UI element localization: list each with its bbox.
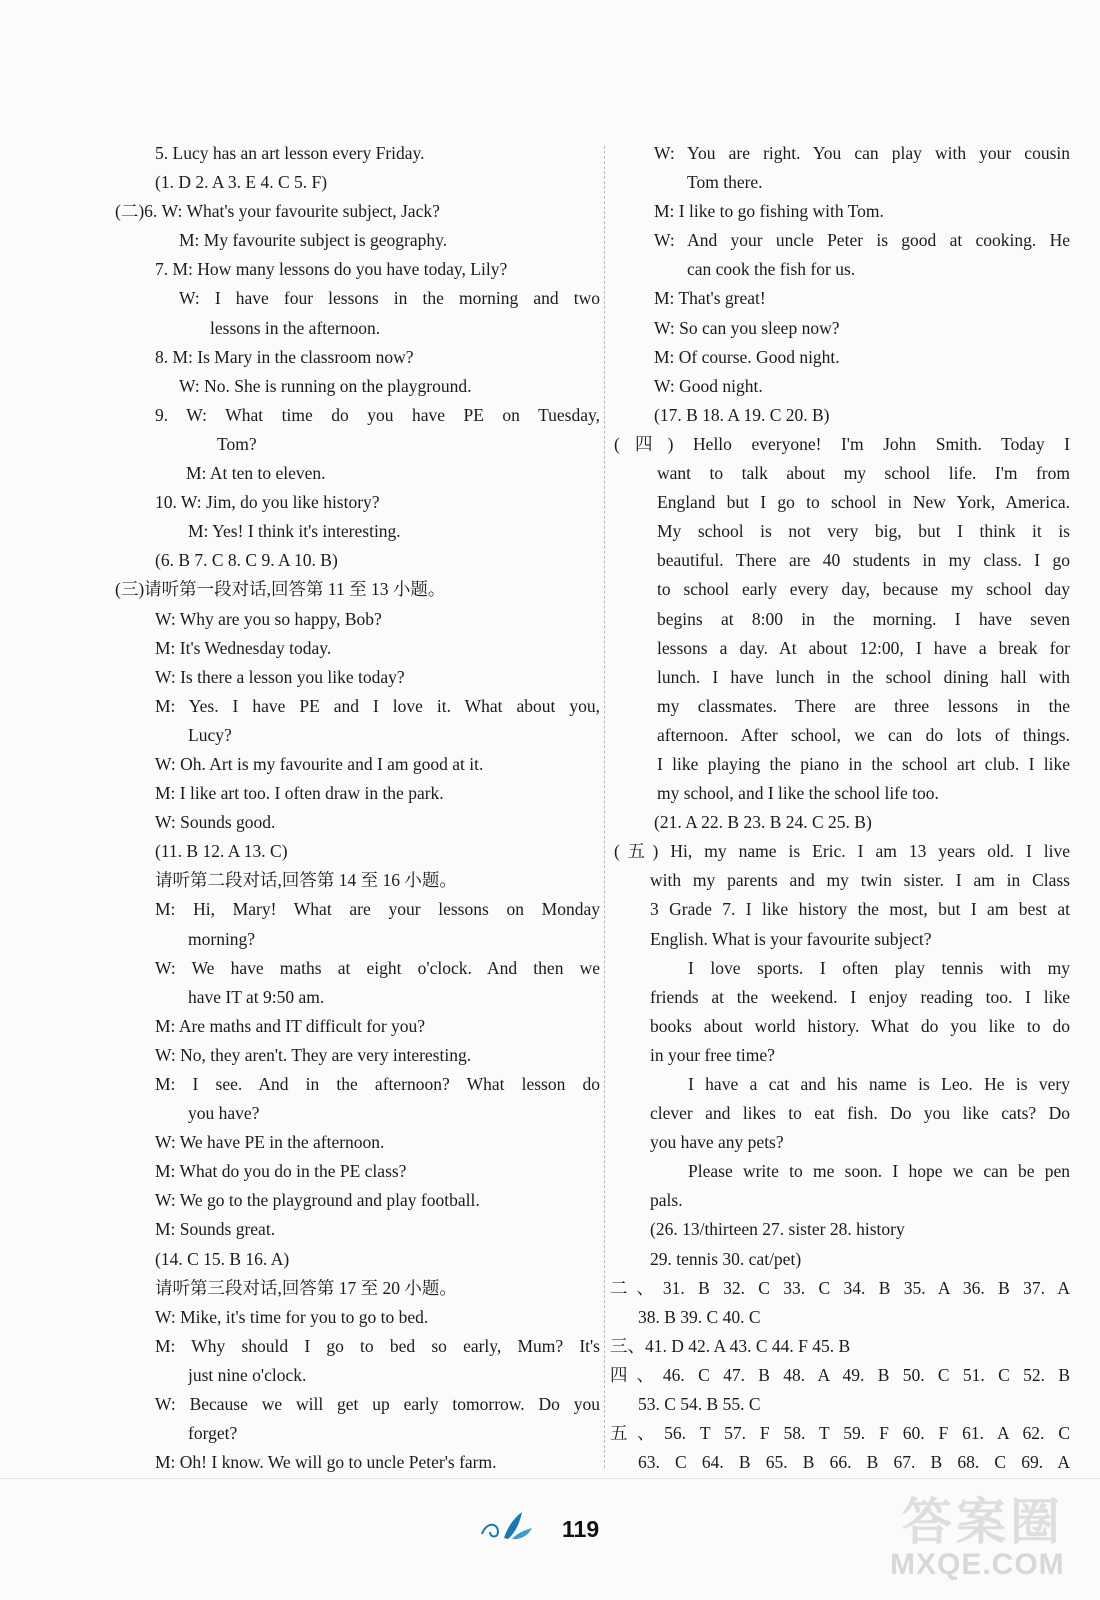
text-line: 8. M: Is Mary in the classroom now? xyxy=(155,346,414,367)
left-column xyxy=(115,139,600,1477)
text-line: begins at 8:00 in the morning. I have seven xyxy=(657,608,1070,629)
text-line: 二、31. B 32. C 33. C 34. B 35. A 36. B 37. A xyxy=(610,1277,1070,1298)
text-line: have IT at 9:50 am. xyxy=(188,986,325,1007)
text-line: (三)请听第一段对话,回答第 11 至 13 小题。 xyxy=(115,579,446,600)
right-column xyxy=(610,139,1070,1477)
text-line: afternoon. After school, we can do lots of things. xyxy=(657,724,1070,745)
text-line: 请听第二段对话,回答第 14 至 16 小题。 xyxy=(155,870,457,891)
watermark-url-text: MXQE.COM xyxy=(890,1548,1065,1581)
text-line: W: I have four lessons in the morning and two xyxy=(179,288,600,309)
text-line: you have any pets? xyxy=(650,1132,784,1153)
text-line: M: Yes. I have PE and I love it. What about you, xyxy=(155,695,600,716)
text-line: W: We go to the playground and play football. xyxy=(155,1190,480,1211)
text-line: can cook the fish for us. xyxy=(687,259,856,280)
text-line: lessons in the afternoon. xyxy=(210,317,381,338)
text-line: W: You are right. You can play with your cousin xyxy=(654,143,1070,163)
text-line: lessons a day. At about 12:00, I have a break for xyxy=(657,637,1070,658)
text-line: (6. B 7. C 8. C 9. A 10. B) xyxy=(155,550,338,571)
text-line: 9. W: What time do you have PE on Tuesday, xyxy=(155,404,600,425)
text-line: my classmates. There are three lessons in the xyxy=(657,695,1070,716)
text-line: M: Oh! I know. We will go to uncle Peter's farm. xyxy=(155,1452,497,1473)
text-line: clever and likes to eat fish. Do you like cats? Do xyxy=(650,1103,1070,1124)
text-line: W: Oh. Art is my favourite and I am good at it. xyxy=(155,753,484,774)
text-line: M: I like to go fishing with Tom. xyxy=(654,201,884,222)
text-line: W: Is there a lesson you like today? xyxy=(155,666,405,687)
text-line: (14. C 15. B 16. A) xyxy=(155,1248,290,1269)
text-line: M: Are maths and IT difficult for you? xyxy=(155,1015,426,1036)
text-line: I love sports. I often play tennis with my xyxy=(688,957,1070,978)
text-line: (11. B 12. A 13. C) xyxy=(155,841,288,862)
column-divider xyxy=(604,146,605,1468)
text-line: Please write to me soon. I hope we can be pen xyxy=(688,1161,1070,1182)
text-line: W: Mike, it's time for you to go to bed. xyxy=(155,1306,429,1327)
text-line: my school, and I like the school life too. xyxy=(657,783,939,804)
text-line: to school early every day, because my school day xyxy=(657,579,1070,600)
text-line: pals. xyxy=(650,1190,683,1211)
text-line: (21. A 22. B 23. B 24. C 25. B) xyxy=(654,812,872,833)
text-line: beautiful. There are 40 students in my class. I go xyxy=(657,550,1070,571)
text-line: 7. M: How many lessons do you have today, Lily? xyxy=(155,259,508,280)
text-line: (二)6. W: What's your favourite subject, Jack? xyxy=(115,201,440,222)
text-line: W: No. She is running on the playground. xyxy=(179,375,472,396)
flourish-logo-icon xyxy=(478,1508,534,1542)
text-line: W: No, they aren't. They are very interesting. xyxy=(155,1044,472,1065)
text-line: M: Yes! I think it's interesting. xyxy=(188,521,401,542)
text-line: W: Because we will get up early tomorrow. Do you xyxy=(155,1394,600,1415)
text-line: lunch. I have lunch in the school dining hall with xyxy=(657,666,1070,687)
text-line: 三、41. D 42. A 43. C 44. F 45. B xyxy=(610,1335,851,1356)
text-line: friends at the weekend. I enjoy reading too. I like xyxy=(650,986,1070,1007)
text-line: 29. tennis 30. cat/pet) xyxy=(650,1248,802,1269)
text-line: 四、46. C 47. B 48. A 49. B 50. C 51. C 52. B xyxy=(610,1364,1070,1385)
text-line: Lucy? xyxy=(188,724,232,745)
watermark-seal-icon xyxy=(880,1476,1095,1591)
text-line: M: Of course. Good night. xyxy=(654,346,840,367)
page-number: 119 xyxy=(562,1516,600,1542)
text-line: M: Hi, Mary! What are your lessons on Monday xyxy=(155,899,600,920)
text-line: 53. C 54. B 55. C xyxy=(638,1394,761,1415)
text-line: M: Why should I go to bed so early, Mum? It's xyxy=(155,1335,600,1356)
text-line: I have a cat and his name is Leo. He is very xyxy=(688,1074,1070,1094)
text-line: I like playing the piano in the school art club. I like xyxy=(657,753,1070,774)
text-line: 10. W: Jim, do you like history? xyxy=(155,492,380,513)
text-line: W: Good night. xyxy=(654,375,763,396)
text-line: morning? xyxy=(188,928,256,949)
text-line: M: I see. And in the afternoon? What lesson do xyxy=(155,1074,600,1094)
text-line: W: Why are you so happy, Bob? xyxy=(155,608,382,629)
text-line: W: So can you sleep now? xyxy=(654,317,840,338)
text-line: Tom? xyxy=(217,433,257,454)
text-line: My school is not very big, but I think it is xyxy=(657,521,1070,542)
text-line: M: At ten to eleven. xyxy=(186,463,326,484)
text-line: M: What do you do in the PE class? xyxy=(155,1161,407,1182)
text-line: 5. Lucy has an art lesson every Friday. xyxy=(155,143,425,163)
text-line: you have? xyxy=(188,1103,260,1124)
text-line: (1. D 2. A 3. E 4. C 5. F) xyxy=(155,172,328,193)
text-line: M: I like art too. I often draw in the park. xyxy=(155,783,444,804)
text-line: books about world history. What do you like to do xyxy=(650,1015,1070,1036)
watermark-cn-text: 答案圈 xyxy=(902,1493,1064,1551)
text-line: want to talk about my school life. I'm from xyxy=(657,463,1070,484)
text-line: in your free time? xyxy=(650,1044,775,1065)
text-line: with my parents and my twin sister. I am in Class xyxy=(650,870,1070,891)
text-line: (17. B 18. A 19. C 20. B) xyxy=(654,404,830,425)
text-line: M: Sounds great. xyxy=(155,1219,276,1240)
text-line: (五) Hi, my name is Eric. I am 13 years old. I live xyxy=(614,841,1070,862)
text-line: W: We have maths at eight o'clock. And then we xyxy=(155,957,600,978)
text-line: forget? xyxy=(188,1423,238,1444)
text-line: English. What is your favourite subject? xyxy=(650,928,932,949)
text-line: M: That's great! xyxy=(654,288,766,309)
text-line: just nine o'clock. xyxy=(188,1364,307,1385)
text-line: 63. C 64. B 65. B 66. B 67. B 68. C 69. A xyxy=(638,1452,1070,1473)
text-line: M: My favourite subject is geography. xyxy=(179,230,448,251)
text-line: M: It's Wednesday today. xyxy=(155,637,332,658)
text-line: W: And your uncle Peter is good at cooking. He xyxy=(654,230,1070,251)
text-line: 请听第三段对话,回答第 17 至 20 小题。 xyxy=(155,1277,457,1298)
text-line: (四) Hello everyone! I'm John Smith. Today I xyxy=(614,433,1070,454)
text-line: 3 Grade 7. I like history the most, but I am best at xyxy=(650,899,1070,920)
text-line: 38. B 39. C 40. C xyxy=(638,1306,761,1327)
text-line: Tom there. xyxy=(687,172,763,193)
text-line: W: We have PE in the afternoon. xyxy=(155,1132,385,1153)
text-line: England but I go to school in New York, America. xyxy=(657,492,1070,513)
text-line: 五、56. T 57. F 58. T 59. F 60. F 61. A 62. C xyxy=(610,1423,1070,1444)
text-line: (26. 13/thirteen 27. sister 28. history xyxy=(650,1219,905,1240)
text-line: W: Sounds good. xyxy=(155,812,276,833)
